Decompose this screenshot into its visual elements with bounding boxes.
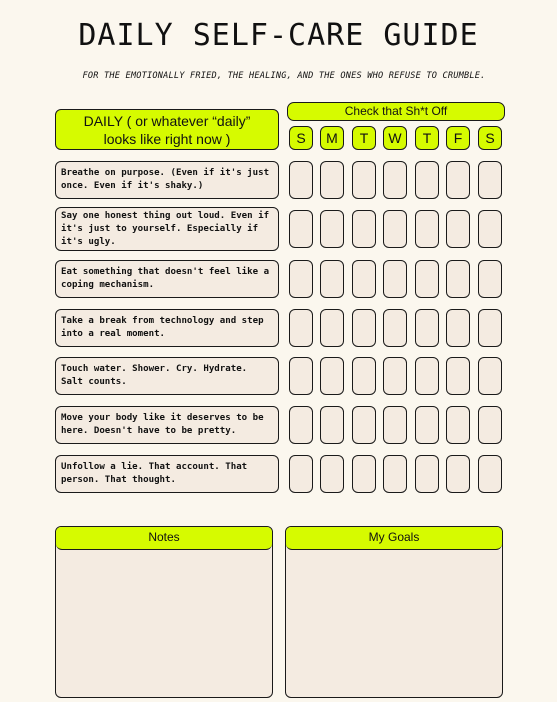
task-breathe: Breathe on purpose. (Even if it's just once. Even if it's shaky.) — [55, 161, 279, 199]
checkbox-task-3-day-2[interactable] — [320, 260, 344, 298]
checkbox-task-6-day-6[interactable] — [446, 406, 470, 444]
checkbox-task-1-day-2[interactable] — [320, 161, 344, 199]
checkbox-task-7-day-7[interactable] — [478, 455, 502, 493]
checkbox-task-5-day-2[interactable] — [320, 357, 344, 395]
checkbox-task-1-day-7[interactable] — [478, 161, 502, 199]
checkbox-task-5-day-7[interactable] — [478, 357, 502, 395]
checkbox-task-4-day-7[interactable] — [478, 309, 502, 347]
day-tuesday: T — [352, 126, 376, 150]
daily-header: DAILY ( or whatever “daily” looks like right now ) — [55, 109, 279, 150]
checkbox-task-5-day-4[interactable] — [383, 357, 407, 395]
checkbox-task-3-day-1[interactable] — [289, 260, 313, 298]
checkbox-task-6-day-7[interactable] — [478, 406, 502, 444]
day-wednesday: W — [383, 126, 407, 150]
checkbox-task-6-day-5[interactable] — [415, 406, 439, 444]
checkbox-task-2-day-2[interactable] — [320, 210, 344, 248]
task-move-body: Move your body like it deserves to be here. Doesn't have to be pretty. — [55, 406, 279, 444]
task-touch-water: Touch water. Shower. Cry. Hydrate. Salt counts. — [55, 357, 279, 395]
checkbox-task-2-day-5[interactable] — [415, 210, 439, 248]
checkbox-task-7-day-6[interactable] — [446, 455, 470, 493]
checkbox-task-4-day-6[interactable] — [446, 309, 470, 347]
checkbox-task-4-day-2[interactable] — [320, 309, 344, 347]
checkbox-task-7-day-1[interactable] — [289, 455, 313, 493]
checkbox-task-4-day-1[interactable] — [289, 309, 313, 347]
task-tech-break: Take a break from technology and step into a real moment. — [55, 309, 279, 347]
page-title: DAILY SELF-CARE GUIDE — [78, 18, 479, 53]
checkbox-task-1-day-4[interactable] — [383, 161, 407, 199]
page-subtitle: FOR THE EMOTIONALLY FRIED, THE HEALING, AND THE ONES WHO REFUSE TO CRUMBLE. — [82, 71, 486, 81]
checkbox-task-5-day-3[interactable] — [352, 357, 376, 395]
checkbox-task-5-day-1[interactable] — [289, 357, 313, 395]
checkbox-task-2-day-4[interactable] — [383, 210, 407, 248]
checkbox-task-1-day-1[interactable] — [289, 161, 313, 199]
checkbox-task-6-day-1[interactable] — [289, 406, 313, 444]
day-saturday: S — [478, 126, 502, 150]
day-sunday: S — [289, 126, 313, 150]
checkbox-task-1-day-6[interactable] — [446, 161, 470, 199]
task-eat: Eat something that doesn't feel like a coping mechanism. — [55, 260, 279, 298]
checkbox-task-4-day-4[interactable] — [383, 309, 407, 347]
checkbox-task-1-day-5[interactable] — [415, 161, 439, 199]
checkbox-task-7-day-3[interactable] — [352, 455, 376, 493]
checkbox-task-4-day-3[interactable] — [352, 309, 376, 347]
notes-panel[interactable] — [55, 526, 273, 698]
checkbox-task-5-day-6[interactable] — [446, 357, 470, 395]
checkbox-task-7-day-5[interactable] — [415, 455, 439, 493]
checkbox-task-2-day-7[interactable] — [478, 210, 502, 248]
checkbox-task-3-day-6[interactable] — [446, 260, 470, 298]
checkbox-task-7-day-4[interactable] — [383, 455, 407, 493]
checkbox-task-3-day-7[interactable] — [478, 260, 502, 298]
checkbox-task-6-day-2[interactable] — [320, 406, 344, 444]
day-thursday: T — [415, 126, 439, 150]
checkbox-task-3-day-4[interactable] — [383, 260, 407, 298]
notes-header: Notes — [56, 527, 272, 550]
checkbox-task-6-day-4[interactable] — [383, 406, 407, 444]
checkbox-task-2-day-3[interactable] — [352, 210, 376, 248]
task-say-honest-thing: Say one honest thing out loud. Even if it's just to yourself. Especially if it's ugly. — [55, 207, 279, 251]
goals-header: My Goals — [286, 527, 502, 550]
checkbox-task-7-day-2[interactable] — [320, 455, 344, 493]
day-friday: F — [446, 126, 470, 150]
task-unfollow-lie: Unfollow a lie. That account. That person. That thought. — [55, 455, 279, 493]
day-monday: M — [320, 126, 344, 150]
checkbox-task-3-day-3[interactable] — [352, 260, 376, 298]
check-header: Check that Sh*t Off — [287, 102, 505, 121]
checkbox-task-5-day-5[interactable] — [415, 357, 439, 395]
checkbox-task-2-day-1[interactable] — [289, 210, 313, 248]
checkbox-task-4-day-5[interactable] — [415, 309, 439, 347]
checkbox-task-1-day-3[interactable] — [352, 161, 376, 199]
checkbox-task-2-day-6[interactable] — [446, 210, 470, 248]
checkbox-task-6-day-3[interactable] — [352, 406, 376, 444]
goals-panel[interactable] — [285, 526, 503, 698]
checkbox-task-3-day-5[interactable] — [415, 260, 439, 298]
